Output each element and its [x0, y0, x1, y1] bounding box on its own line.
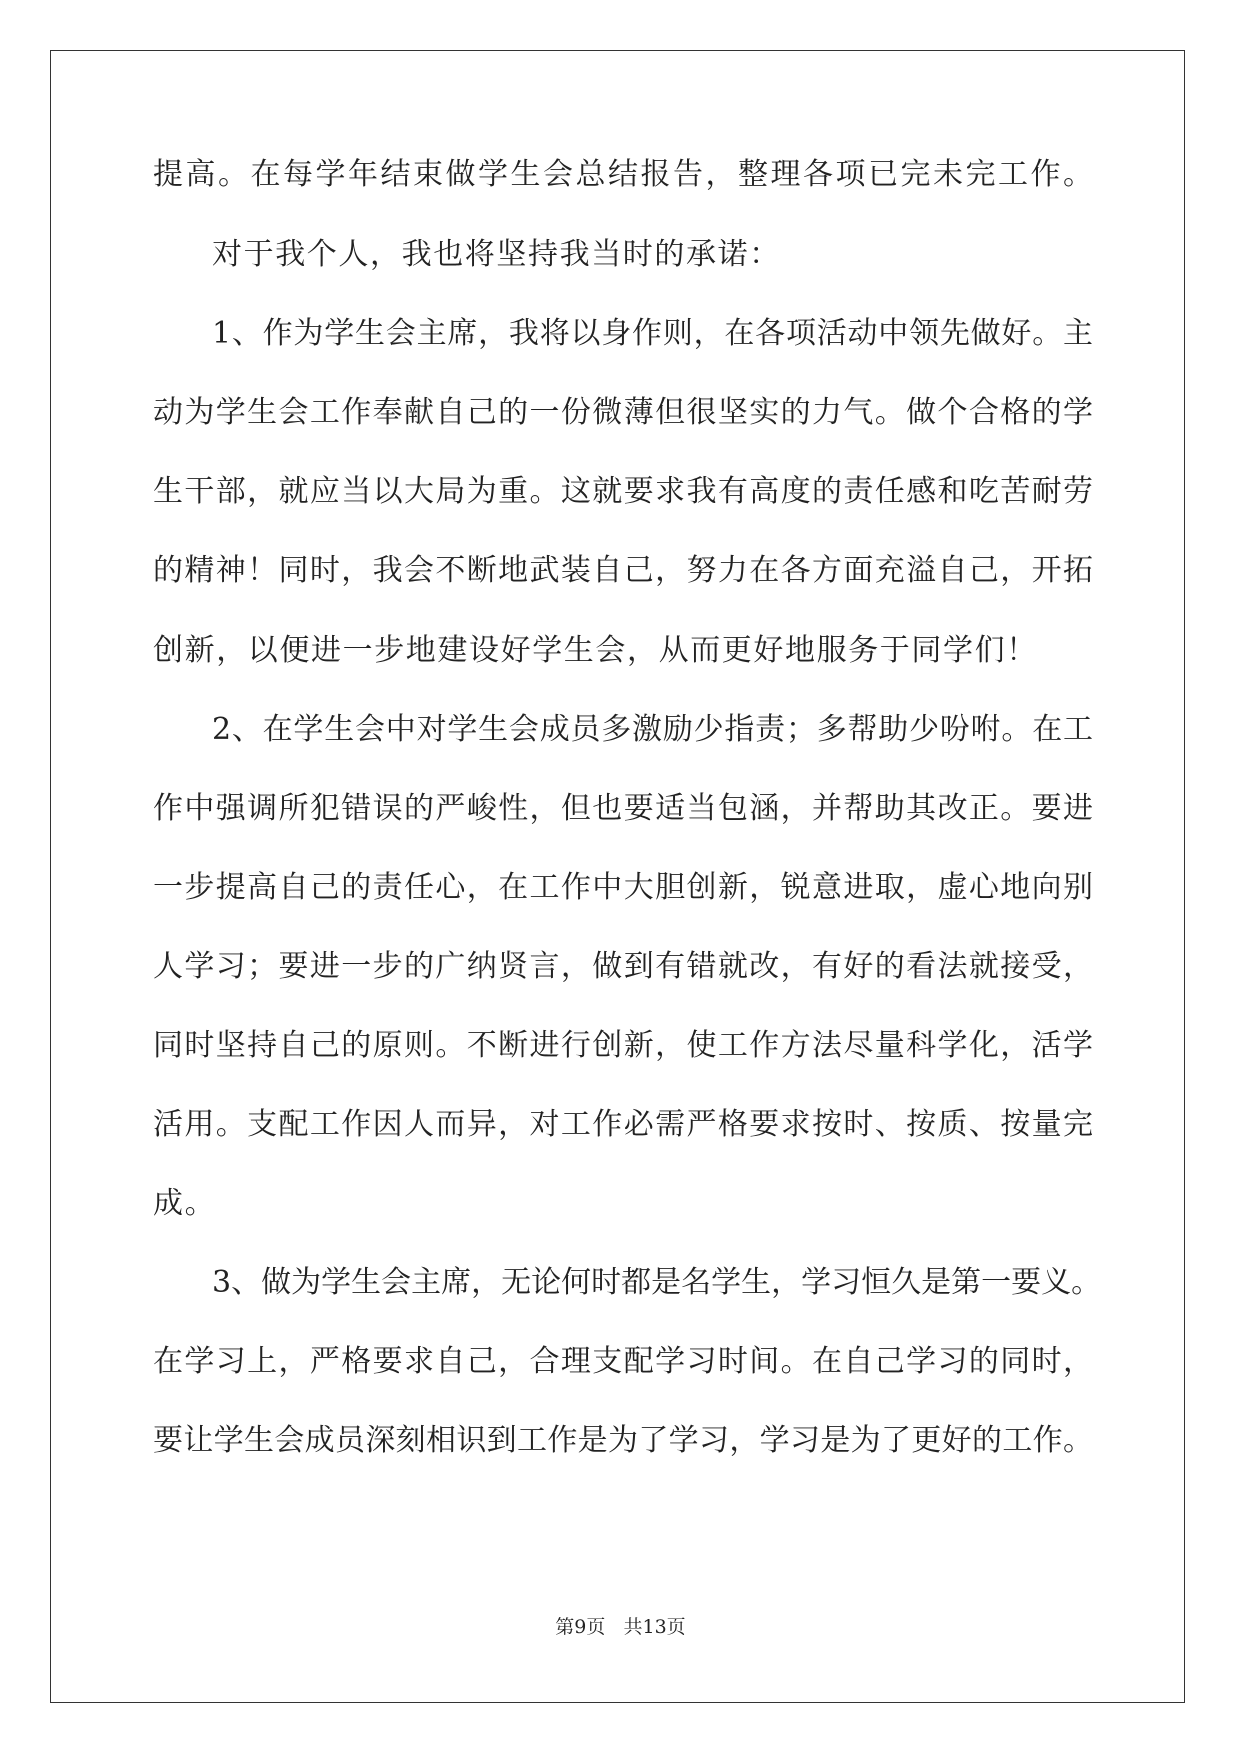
- text-line: 提高。在每学年结束做学生会总结报告，整理各项已完未完工作。: [153, 157, 1093, 192]
- text-line: 的精神！同时，我会不断地武装自己，努力在各方面充溢自己，开拓: [153, 553, 1093, 588]
- text-line: 成。: [153, 1186, 217, 1221]
- text-line: 一步提高自己的责任心，在工作中大胆创新，锐意进取，虚心地向别: [153, 870, 1093, 905]
- page-number: 第9页 共13页: [555, 1616, 686, 1638]
- text-line: 1、作为学生会主席，我将以身作则，在各项活动中领先做好。主: [212, 316, 1093, 351]
- text-line: 2、在学生会中对学生会成员多激励少指责；多帮助少吩咐。在工: [212, 712, 1093, 747]
- text-line: 创新，以便进一步地建设好学生会，从而更好地服务于同学们！: [153, 633, 1038, 668]
- text-line: 要让学生会成员深刻相识到工作是为了学习，学习是为了更好的工作。: [153, 1423, 1093, 1458]
- text-line: 动为学生会工作奉献自己的一份微薄但很坚实的力气。做个合格的学: [153, 395, 1093, 430]
- text-line: 对于我个人，我也将坚持我当时的承诺：: [212, 237, 781, 272]
- text-line: 生干部，就应当以大局为重。这就要求我有高度的责任感和吃苦耐劳: [153, 474, 1093, 509]
- text-line: 活用。支配工作因人而异，对工作必需严格要求按时、按质、按量完: [153, 1107, 1093, 1142]
- text-line: 在学习上，严格要求自己，合理支配学习时间。在自己学习的同时，: [153, 1344, 1093, 1379]
- text-line: 3、做为学生会主席，无论何时都是名学生，学习恒久是第一要义。: [212, 1265, 1102, 1300]
- text-line: 作中强调所犯错误的严峻性，但也要适当包涵，并帮助其改正。要进: [153, 791, 1093, 826]
- text-line: 人学习；要进一步的广纳贤言，做到有错就改，有好的看法就接受，: [153, 949, 1093, 984]
- text-line: 同时坚持自己的原则。不断进行创新，使工作方法尽量科学化，活学: [153, 1028, 1093, 1063]
